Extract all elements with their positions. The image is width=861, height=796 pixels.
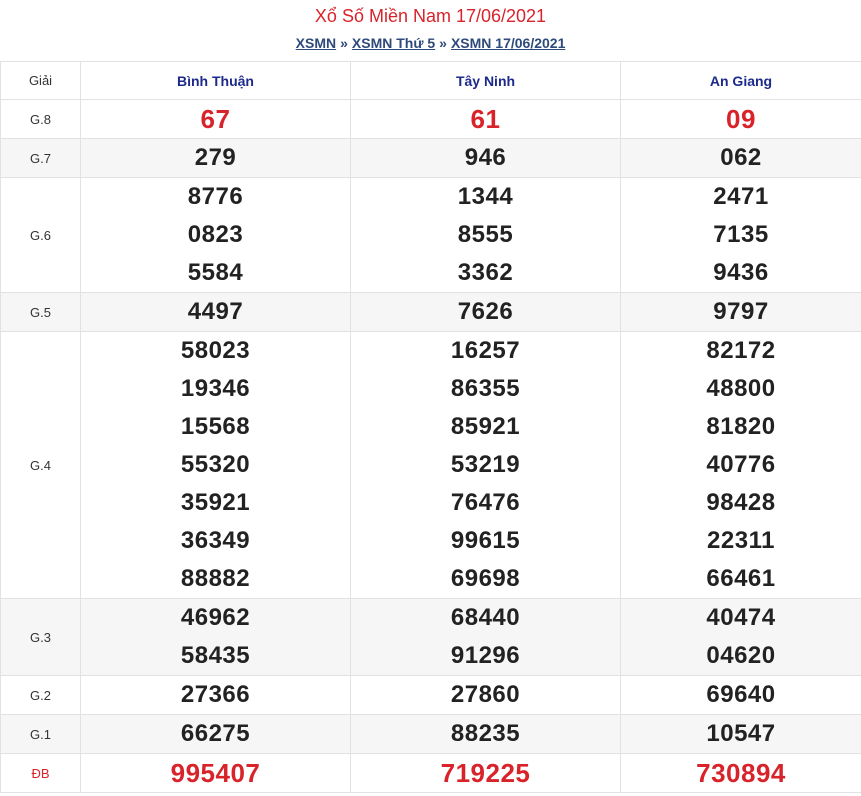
result-number: 40474 bbox=[706, 604, 776, 631]
result-cell bbox=[81, 293, 351, 332]
results-body bbox=[1, 100, 861, 793]
result-number: 61 bbox=[470, 104, 501, 134]
result-cell bbox=[621, 715, 861, 754]
table-row bbox=[1, 139, 861, 178]
province-header-binh-thuan: Bình Thuận bbox=[81, 62, 351, 100]
prize-label: G.1 bbox=[1, 715, 81, 754]
result-number: 86355 bbox=[450, 375, 521, 402]
prize-label: G.6 bbox=[1, 178, 81, 293]
result-cell bbox=[81, 599, 351, 676]
result-number: 946 bbox=[464, 144, 507, 171]
result-number: 69698 bbox=[450, 565, 521, 592]
table-row bbox=[1, 754, 861, 793]
result-cell bbox=[621, 100, 861, 139]
result-number: 5584 bbox=[187, 259, 244, 286]
result-number: 88882 bbox=[180, 565, 251, 592]
result-number: 15568 bbox=[180, 413, 251, 440]
result-number: 09 bbox=[726, 104, 756, 134]
result-cell bbox=[81, 178, 351, 293]
results-table bbox=[0, 61, 861, 793]
result-number: 27366 bbox=[180, 681, 251, 708]
prize-label: G.5 bbox=[1, 293, 81, 332]
result-cell bbox=[81, 676, 351, 715]
result-number: 27860 bbox=[450, 681, 521, 708]
result-number: 8555 bbox=[457, 221, 514, 248]
prize-column-header: Giải bbox=[1, 62, 81, 100]
result-number: 53219 bbox=[450, 451, 521, 478]
result-number: 88235 bbox=[450, 720, 521, 747]
result-number: 10547 bbox=[706, 720, 776, 747]
result-number: 76476 bbox=[450, 489, 521, 516]
province-header-an-giang: An Giang bbox=[621, 62, 861, 100]
table-row bbox=[1, 293, 861, 332]
result-number: 35921 bbox=[180, 489, 251, 516]
result-cell bbox=[81, 100, 351, 139]
result-number: 68440 bbox=[450, 604, 521, 631]
result-number: 91296 bbox=[450, 642, 521, 669]
result-number: 82172 bbox=[706, 337, 776, 364]
result-cell bbox=[621, 676, 861, 715]
prize-label: G.7 bbox=[1, 139, 81, 178]
result-cell bbox=[351, 139, 621, 178]
table-header-row bbox=[1, 62, 861, 100]
result-cell bbox=[621, 293, 861, 332]
result-cell bbox=[351, 293, 621, 332]
breadcrumb-separator: » bbox=[439, 35, 447, 51]
breadcrumb-link-xsmn[interactable]: XSMN bbox=[295, 35, 337, 51]
table-row bbox=[1, 100, 861, 139]
result-cell bbox=[351, 100, 621, 139]
result-number: 9797 bbox=[713, 298, 769, 325]
result-cell bbox=[621, 139, 861, 178]
result-cell bbox=[621, 178, 861, 293]
result-number: 279 bbox=[194, 144, 237, 171]
result-cell bbox=[621, 599, 861, 676]
result-cell bbox=[81, 715, 351, 754]
result-number: 67 bbox=[200, 104, 231, 134]
result-number: 36349 bbox=[180, 527, 251, 554]
result-number: 99615 bbox=[450, 527, 521, 554]
result-number: 1344 bbox=[457, 183, 514, 210]
result-cell bbox=[81, 139, 351, 178]
result-number: 46962 bbox=[180, 604, 251, 631]
result-number: 0823 bbox=[187, 221, 244, 248]
result-number: 7626 bbox=[457, 298, 514, 325]
result-number: 8776 bbox=[187, 183, 244, 210]
prize-label: G.2 bbox=[1, 676, 81, 715]
result-number: 81820 bbox=[706, 413, 776, 440]
result-cell bbox=[621, 332, 861, 599]
result-cell bbox=[81, 332, 351, 599]
result-number: 85921 bbox=[450, 413, 521, 440]
result-cell bbox=[621, 754, 861, 793]
result-number: 66461 bbox=[706, 565, 776, 592]
prize-label: G.4 bbox=[1, 332, 81, 599]
result-number: 66275 bbox=[180, 720, 251, 747]
table-row bbox=[1, 178, 861, 293]
result-number: 58023 bbox=[180, 337, 251, 364]
result-cell bbox=[351, 715, 621, 754]
result-number: 730894 bbox=[696, 758, 786, 788]
breadcrumb bbox=[0, 33, 861, 53]
result-cell bbox=[351, 676, 621, 715]
prize-label: G.8 bbox=[1, 100, 81, 139]
prize-label: G.3 bbox=[1, 599, 81, 676]
result-number: 40776 bbox=[706, 451, 776, 478]
table-row bbox=[1, 715, 861, 754]
breadcrumb-separator: » bbox=[340, 35, 348, 51]
result-number: 4497 bbox=[187, 298, 244, 325]
page-title: Xổ Số Miền Nam 17/06/2021 bbox=[314, 6, 547, 26]
result-number: 062 bbox=[720, 144, 762, 171]
result-number: 69640 bbox=[706, 681, 776, 708]
result-number: 2471 bbox=[713, 183, 769, 210]
table-row bbox=[1, 599, 861, 676]
result-cell bbox=[351, 754, 621, 793]
result-number: 04620 bbox=[706, 642, 776, 669]
result-number: 58435 bbox=[180, 642, 251, 669]
result-number: 7135 bbox=[713, 221, 769, 248]
result-number: 3362 bbox=[457, 259, 514, 286]
breadcrumb-link-xsmn-date[interactable]: XSMN 17/06/2021 bbox=[450, 35, 566, 51]
result-cell bbox=[351, 178, 621, 293]
prize-label: ĐB bbox=[1, 754, 81, 793]
table-row bbox=[1, 332, 861, 599]
province-header-tay-ninh: Tây Ninh bbox=[351, 62, 621, 100]
breadcrumb-link-xsmn-thu-5[interactable]: XSMN Thứ 5 bbox=[351, 35, 436, 51]
result-cell bbox=[351, 332, 621, 599]
table-row bbox=[1, 676, 861, 715]
result-number: 22311 bbox=[707, 527, 775, 554]
result-number: 48800 bbox=[706, 375, 776, 402]
result-number: 9436 bbox=[713, 259, 769, 286]
result-number: 98428 bbox=[706, 489, 776, 516]
result-cell bbox=[351, 599, 621, 676]
result-number: 995407 bbox=[170, 758, 261, 788]
result-number: 16257 bbox=[450, 337, 521, 364]
result-cell bbox=[81, 754, 351, 793]
result-number: 55320 bbox=[180, 451, 251, 478]
result-number: 19346 bbox=[180, 375, 251, 402]
result-number: 719225 bbox=[440, 758, 531, 788]
